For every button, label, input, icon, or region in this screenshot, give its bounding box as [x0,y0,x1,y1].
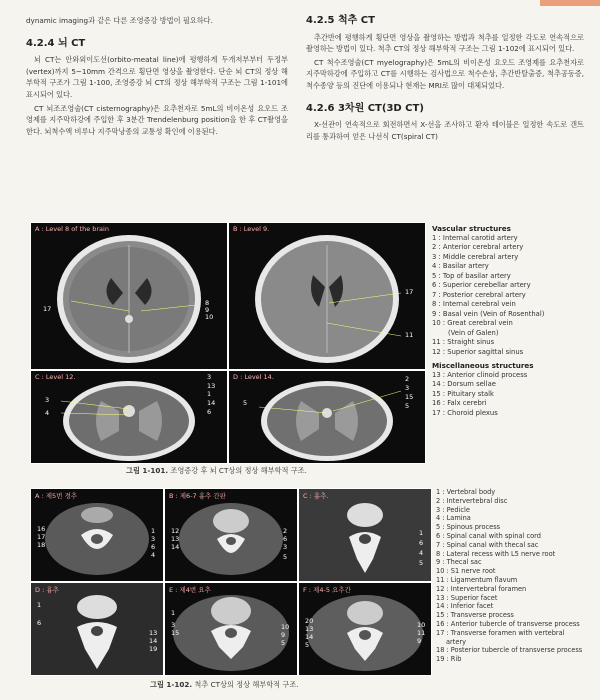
label-number: 1 [37,601,42,609]
legend-item: 19 : Rib [436,655,462,664]
label-number: 3 [151,535,156,543]
label-number: 11 [405,331,414,339]
label-number: 2 [283,527,288,535]
legend-item: 11 : Straight sinus [432,338,495,346]
label-number: 6 [207,408,212,416]
legend-item: 13 : Anterior clinoid process [432,370,528,379]
label-number: 6 [419,539,424,547]
figure-caption-102 [150,680,299,690]
legend-item: 17 : Transverse foramen with vertebral artery [436,628,565,646]
brain-ct-panel-d [228,370,426,464]
label-number: 3 [45,396,50,404]
label-number: 5 [419,559,424,567]
label-number: 9 [417,637,422,645]
intro-line: dynamic imaging과 같은 다른 조영증강 방법이 필요하다. [26,16,213,25]
legend-item: 8 : Internal cerebral vein [432,300,516,308]
label-number: 5 [243,399,248,407]
label-number: 15 [405,393,414,401]
spine-ct-panel-c [298,488,432,582]
panel-label: D : Level 14. [233,373,274,381]
label-number: 14 [305,633,314,641]
label-number: 5 [405,402,410,410]
label-number: 9 [205,306,210,314]
legend-item: 13 : Superior facet [436,593,498,602]
spine-ct-paragraph-1: 추간반에 평행하게 횡단면 영상을 촬영하는 방법과 척추를 일정한 각도로 연속적으로 촬영하는 방법이 있다. 척추 CT의 정상 해부학적 구조는 그림 1-102에 표시되어 있다. [306,32,584,54]
spine-ct-panel-b [164,488,298,582]
label-number: 1 [419,529,424,537]
panel-label: C : Level 12. [35,373,76,381]
spine-axial-image [31,489,163,581]
panel-label: B : 제6-7 흉추 간판 [169,492,226,500]
caption-text: 조영증강 후 뇌 CT상의 정상 해부학적 구조. [170,466,307,475]
legend-item: 16 : Anterior tubercle of transverse process [436,619,580,628]
heading-spine-ct: 4.2.5 척추 CT [306,15,375,26]
label-number: 17 [37,533,46,541]
3d-ct-paragraph: X-선관이 연속적으로 회전하면서 X-선을 조사하고 환자 테이블은 일정한 속도로 갠트리를 통과하여 얻은 나선식 CT(spiral CT) [306,120,584,141]
panel-label: A : Level 8 of the brain [35,225,109,233]
label-number: 20 [305,617,314,625]
caption-number: 그림 1-101. [126,466,169,475]
panel-label: F : 제4-5 요추간 [303,586,351,594]
brain-ct-legend [432,222,592,418]
panel-label: C : 흉추. [303,492,329,500]
legend-item: 12 : Intervertebral foramen [436,584,527,593]
label-number: 19 [149,645,158,653]
brain-ct-panel-c [30,370,228,464]
legend-item: 11 : Ligamentum flavum [436,575,518,584]
label-number: 17 [405,288,414,296]
legend-item: (Vein of Galen) [448,328,499,337]
legend-item: 2 : Anterior cerebral artery [432,243,524,251]
left-text-column [26,15,288,139]
spine-axial-image [165,489,297,581]
label-number: 6 [37,619,42,627]
label-number: 6 [151,543,156,551]
label-number: 5 [281,639,286,647]
label-number: 5 [305,641,310,649]
brain-axial-image [31,371,227,463]
legend-item: 17 : Choroid plexus [432,408,498,417]
legend-item: 5 : Top of basilar artery [432,271,511,280]
legend-title: Vascular structures [432,224,511,233]
brain-axial-image [229,371,425,463]
label-number: 1 [171,609,176,617]
legend-item: 15 : Pituitary stalk [432,389,494,398]
label-number: 12 [171,527,180,535]
label-number: 16 [37,525,46,533]
brain-ct-panel-a [30,222,228,370]
legend-item: 5 : Spinous process [436,523,501,532]
label-number: 18 [37,541,46,549]
label-number: 8 [205,299,210,307]
figure-caption-101 [126,466,307,476]
legend-item: 3 : Middle cerebral artery [432,252,519,261]
brain-ct-paragraph-2: CT 뇌조조영술(CT cisternography)은 요추천자로 5mL의 비이온성 요오드 조영제를 지주막하강에 주입한 후 3분간 Trendelenburg position을 한 후 CT촬영을 한다. 뇌척수액 비루나 지주막낭종의 교통성 확인에 이용된다. [26,103,288,136]
legend-item: 9 : Basal vein (Vein of Rosenthal) [432,309,545,318]
label-number: 13 [305,625,314,633]
label-number: 13 [149,629,158,637]
label-number: 2 [405,375,410,383]
spine-ct-panel-a [30,488,164,582]
legend-item: 4 : Lamina [436,514,471,523]
label-number: 15 [171,629,180,637]
label-number: 3 [207,373,212,381]
label-number: 10 [205,313,214,321]
label-number: 1 [207,390,212,398]
legend-item: 16 : Falx cerebri [432,399,487,407]
legend-item: 18 : Posterior tubercle of transverse process [436,646,583,655]
spine-ct-panel-d [30,582,164,676]
legend-item: 12 : Superior sagittal sinus [432,347,524,356]
spine-ct-legend [436,488,586,664]
legend-item: 10 : Great cerebral vein [432,319,513,327]
legend-item: 8 : Lateral recess with L5 nerve root [436,549,556,558]
legend-item: 14 : Dorsum sellae [432,380,496,388]
spine-ct-panel-f [298,582,432,676]
caption-number: 그림 1-102. [150,680,193,689]
label-number: 14 [207,399,216,407]
label-number: 3 [405,384,410,392]
label-number: 14 [149,637,158,645]
label-number: 14 [171,543,180,551]
panel-label: E : 제4번 요추 [169,586,211,594]
label-number: 10 [417,621,426,629]
legend-item: 3 : Pedicle [436,505,470,514]
panel-label: A : 제5번 경추 [35,492,78,500]
spine-ct-panel-e [164,582,298,676]
spine-axial-image [299,489,431,581]
label-number: 3 [171,621,176,629]
legend-item: 6 : Superior cerebellar artery [432,281,531,289]
label-number: 13 [207,382,216,390]
label-number: 4 [151,551,156,559]
spine-ct-paragraph-2: CT 척수조영술(CT myelography)은 5mL의 비이온성 요오드 조영제를 요추천자로 지주막하강에 주입하고 CT를 시행하는 검사법으로 척수손상, 추간반탈출증, 척추공동증, 척수종양 등의 진단에 이용되나 현재는 MRI로 많이 대체되었다. [306,57,584,90]
legend-item: 7 : Posterior cerebral artery [432,290,526,299]
legend-item: 1 : Internal carotid artery [432,233,518,242]
spine-axial-image [299,583,431,675]
legend-item: 4 : Basilar artery [432,262,489,270]
brain-ct-paragraph-1: 뇌 CT는 안와외이도선(orbito-meatal line)에 평행하게 두개저부부터 두정부(vertex)까지 5~10mm 간격으로 횡단면 영상을 촬영한다. 단순 뇌 CT의 정상 해부학적 구조가 그림 1-100, 조영증강 뇌 CT의 정상 해부학적 구조는 그림 1-101에 표시되어 있다. [26,55,288,99]
legend-item: 9 : Thecal sac [436,558,482,567]
label-number: 6 [283,535,288,543]
legend-item: 1 : Vertebral body [436,488,496,496]
label-number: 4 [45,409,50,417]
label-number: 1 [151,527,156,535]
legend-item: 6 : Spinal canal with spinal cord [436,531,541,540]
brain-axial-image [229,223,425,369]
label-number: 17 [43,305,52,313]
label-number: 9 [281,631,286,639]
legend-item: 7 : Spinal canal with thecal sac [436,540,539,549]
legend-item: 10 : S1 nerve root [436,567,496,576]
legend-title: Miscellaneous structures [432,361,534,370]
label-number: 3 [283,543,288,551]
label-number: 13 [171,535,180,543]
legend-item: 14 : Inferior facet [436,602,494,611]
caption-text: 척추 CT상의 정상 해부학적 구조. [194,680,299,689]
brain-axial-image [31,223,227,369]
spine-axial-image [31,583,163,675]
panel-label: D : 흉추 [35,586,59,594]
page-corner-tab [540,0,600,6]
label-number: 11 [417,629,426,637]
label-number: 10 [281,623,290,631]
heading-brain-ct: 4.2.4 뇌 CT [26,37,86,49]
label-number: 5 [283,553,288,561]
panel-label: B : Level 9. [233,225,270,233]
right-text-column [306,15,584,144]
legend-item: 2 : Intervertebral disc [436,496,508,505]
heading-3d-ct: 4.2.6 3차원 CT(3D CT) [306,102,424,114]
label-number: 4 [419,549,424,557]
brain-ct-panel-b [228,222,426,370]
spine-axial-image [165,583,297,675]
legend-item: 15 : Transverse process [436,611,514,620]
